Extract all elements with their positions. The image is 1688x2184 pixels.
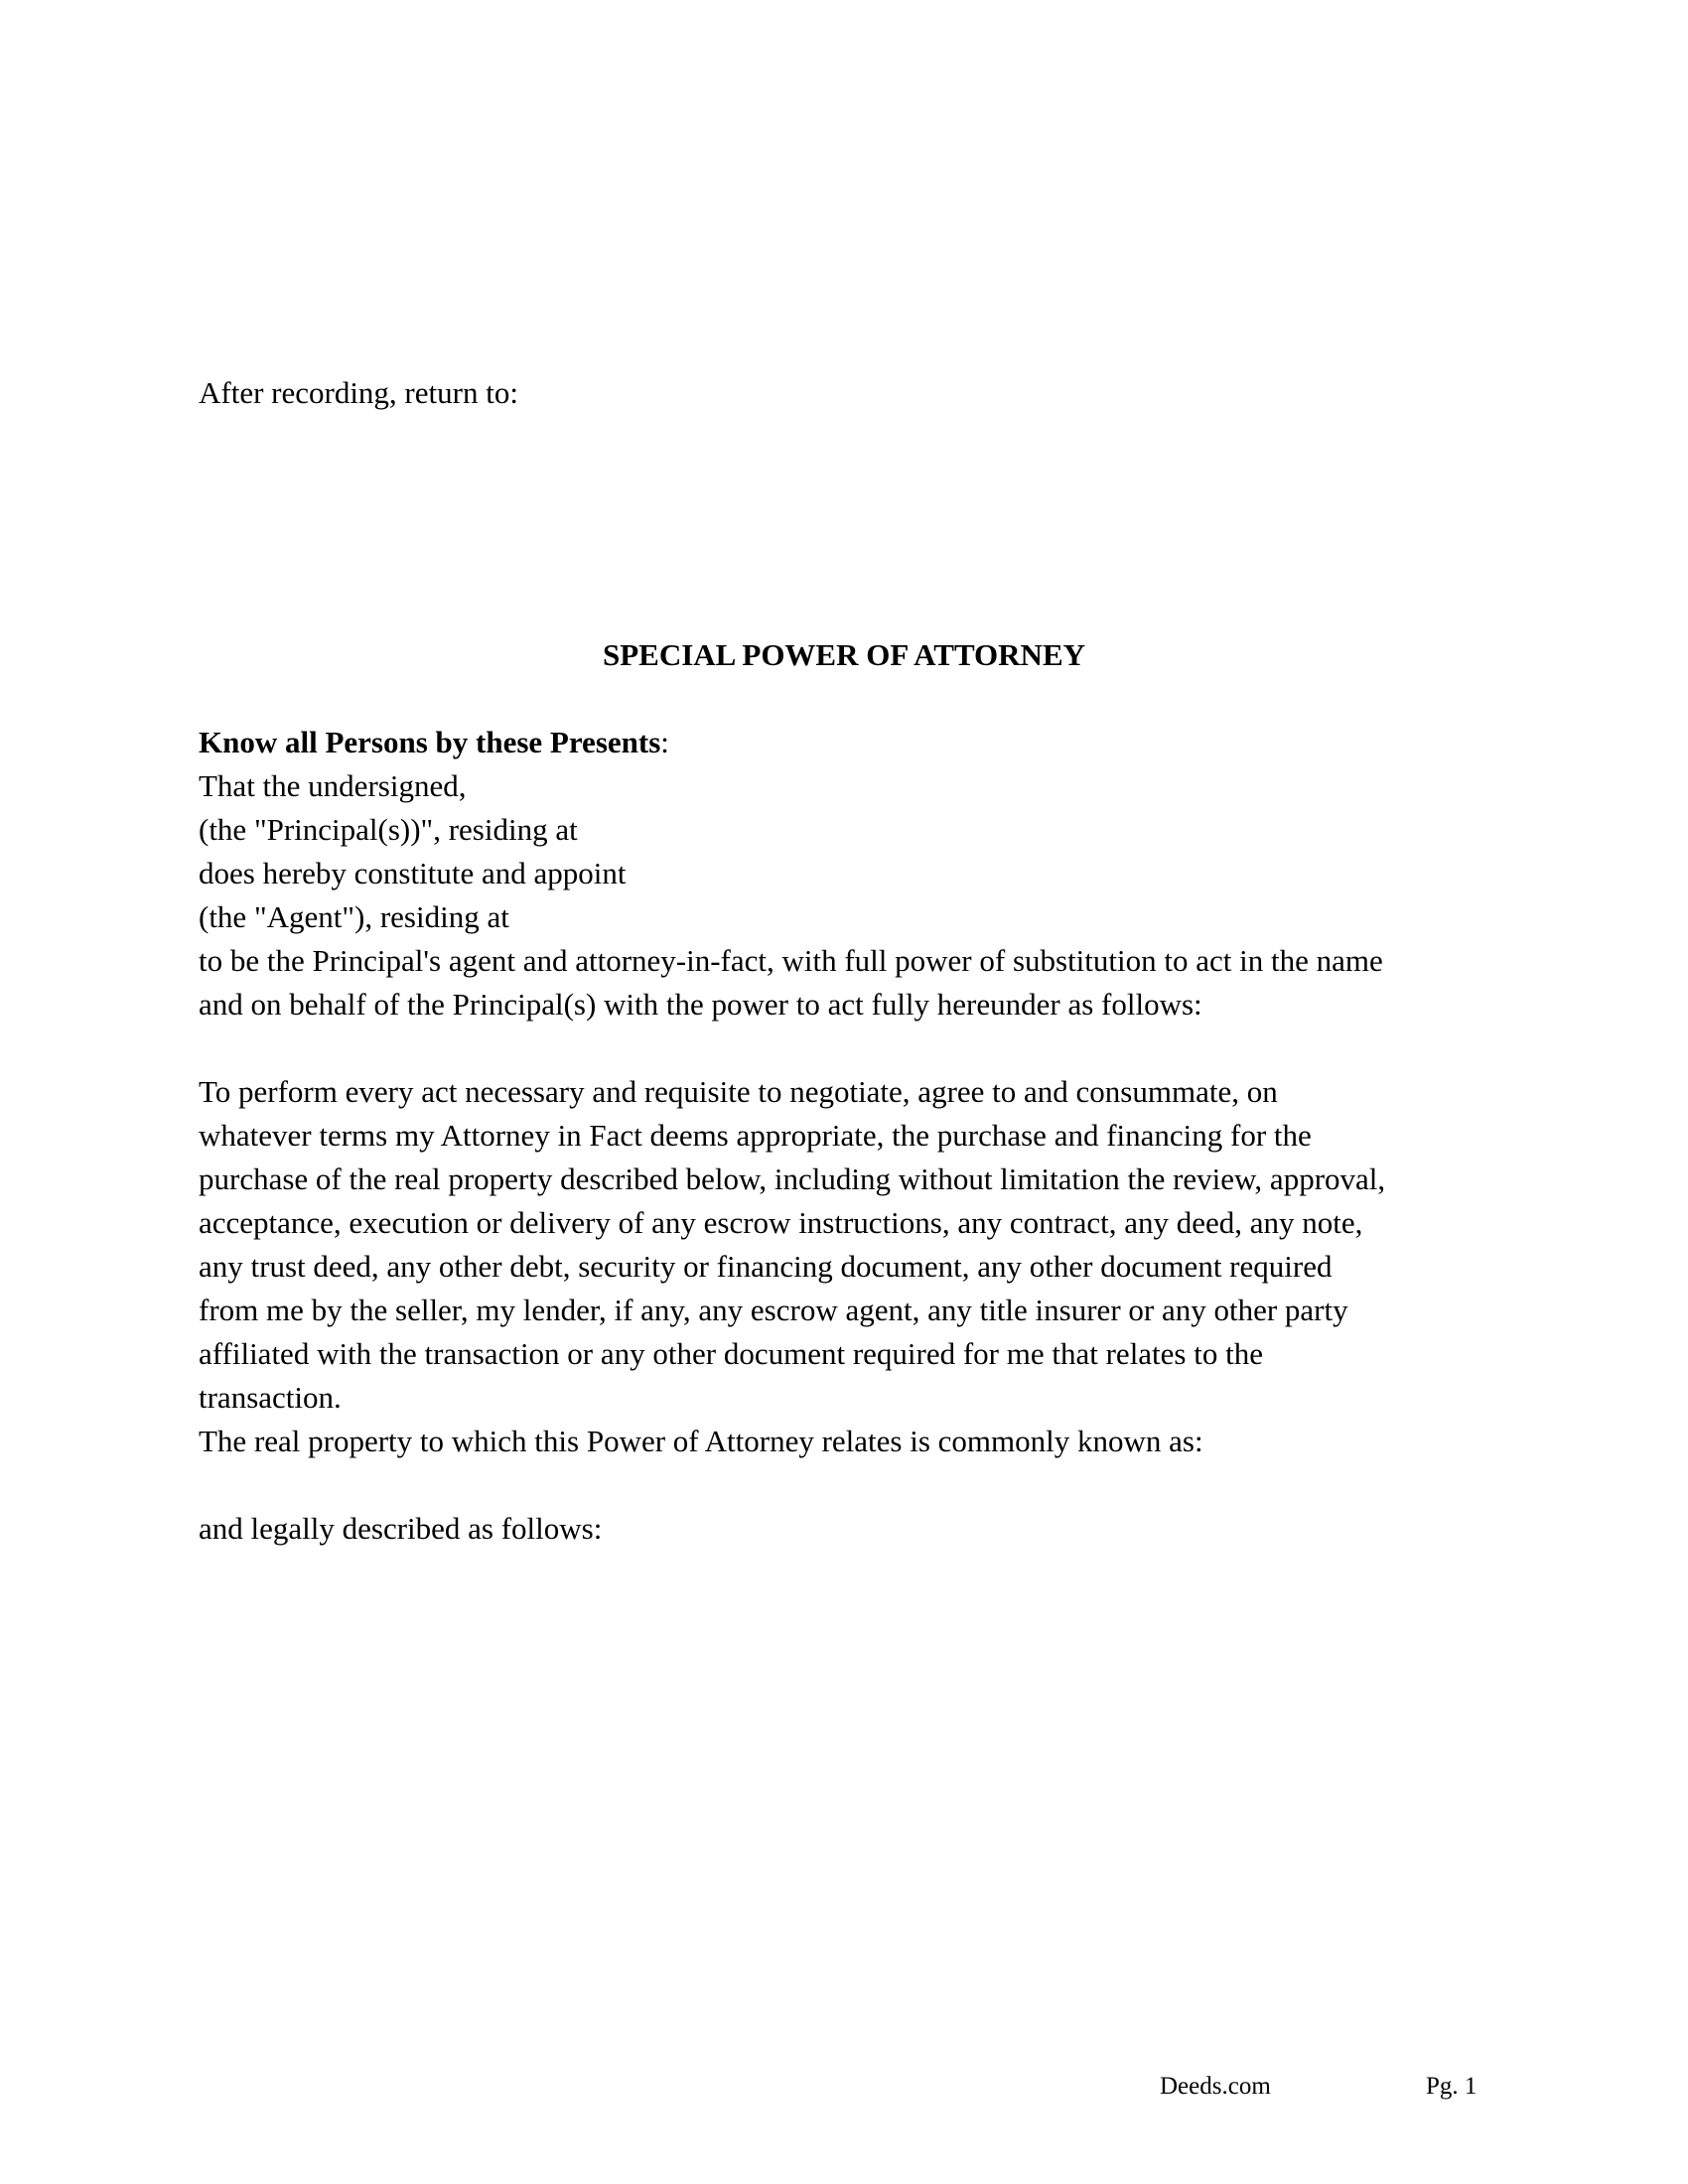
document-title: SPECIAL POWER OF ATTORNEY (602, 637, 1086, 672)
paragraph-spacer (199, 1026, 1489, 1070)
footer-page-number: Pg. 1 (1426, 2073, 1477, 2100)
body-line-2: (the "Principal(s))", residing at (199, 812, 578, 847)
document-body (199, 721, 1489, 1551)
paragraph-spacer (199, 1463, 1489, 1507)
body-line-1: That the undersigned, (199, 768, 467, 803)
powers-line-2: whatever terms my Attorney in Fact deems appropriate, the purchase and financing for the (199, 1118, 1312, 1153)
powers-line-6: from me by the seller, my lender, if any, any escrow agent, any title insurer or any other party (199, 1293, 1348, 1327)
powers-line-8: transaction. (199, 1380, 342, 1415)
body-line-5: to be the Principal's agent and attorney-in-fact, with full power of substitution to act in the name (199, 943, 1383, 978)
body-line-6: and on behalf of the Principal(s) with the power to act fully hereunder as follows: (199, 987, 1202, 1022)
body-line-4: (the "Agent"), residing at (199, 899, 509, 934)
powers-line-5: any trust deed, any other debt, security or financing document, any other document required (199, 1249, 1333, 1284)
intro-heading: Know all Persons by these Presents (199, 725, 661, 759)
powers-line-4: acceptance, execution or delivery of any escrow instructions, any contract, any deed, any note, (199, 1205, 1363, 1240)
intro-line (199, 721, 1489, 764)
powers-line-7: affiliated with the transaction or any other document required for me that relates to the (199, 1336, 1263, 1371)
intro-colon: : (660, 725, 669, 759)
body-line-3: does hereby constitute and appoint (199, 856, 627, 890)
powers-line-3: purchase of the real property described below, including without limitation the review, approval, (199, 1161, 1386, 1196)
footer-site-name: Deeds.com (1160, 2073, 1271, 2100)
property-known-as-line: The real property to which this Power of Attorney relates is commonly known as: (199, 1424, 1203, 1458)
legal-description-label: and legally described as follows: (199, 1511, 603, 1546)
return-to-label: After recording, return to: (199, 375, 518, 410)
powers-line-1: To perform every act necessary and requisite to negotiate, agree to and consummate, on (199, 1074, 1278, 1109)
